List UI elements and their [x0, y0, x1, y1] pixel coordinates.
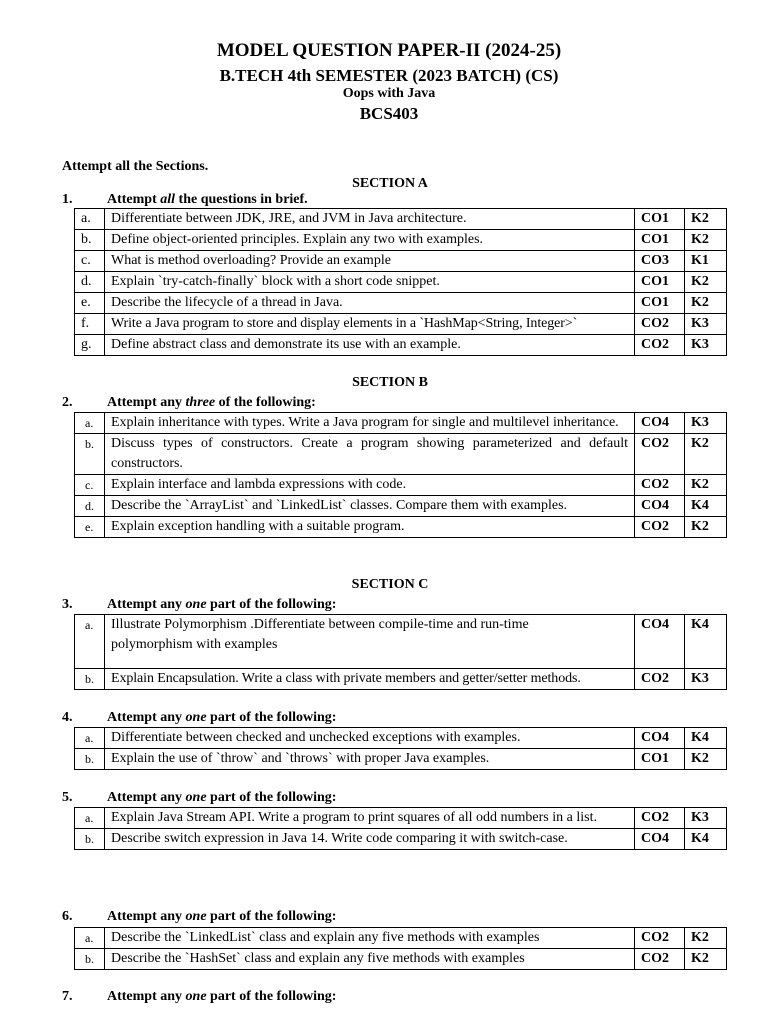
- table-row: [75, 949, 727, 970]
- general-instruction: Attempt all the Sections.: [62, 159, 209, 174]
- course-outcome: CO2: [635, 949, 685, 970]
- knowledge-level: K4: [685, 829, 727, 850]
- part-label: a.: [75, 928, 105, 949]
- table-row: [75, 496, 727, 517]
- course-outcome: CO2: [635, 335, 685, 356]
- part-text: Explain the use of `throw` and `throws` with proper Java examples.: [105, 749, 635, 770]
- course-outcome: CO1: [635, 749, 685, 770]
- table-row: [75, 335, 727, 356]
- table-row: [75, 829, 727, 850]
- course-outcome: CO1: [635, 230, 685, 251]
- knowledge-level: K3: [685, 314, 727, 335]
- program-line: B.TECH 4th SEMESTER (2023 BATCH) (CS): [219, 66, 559, 85]
- part-label: b.: [75, 749, 105, 770]
- question-instruction: Attempt any three of the following:: [107, 395, 316, 410]
- subject-name: Oops with Java: [342, 86, 436, 101]
- question-instruction: Attempt any one part of the following:: [107, 909, 337, 924]
- question-instruction: Attempt any one part of the following:: [107, 597, 337, 612]
- table-row: [75, 413, 727, 434]
- table-row: [75, 669, 727, 690]
- course-outcome: CO2: [635, 475, 685, 496]
- question-number: 1.: [62, 192, 73, 207]
- part-label: b.: [75, 949, 105, 970]
- question-instruction: Attempt all the questions in brief.: [107, 192, 308, 207]
- course-outcome: CO2: [635, 808, 685, 829]
- course-outcome: CO4: [635, 615, 685, 669]
- course-outcome: CO1: [635, 272, 685, 293]
- knowledge-level: K2: [685, 749, 727, 770]
- table-row: [75, 314, 727, 335]
- table-row: [75, 728, 727, 749]
- part-label: b.: [75, 829, 105, 850]
- part-label: f.: [75, 314, 105, 335]
- table-row: [75, 209, 727, 230]
- knowledge-level: K2: [685, 230, 727, 251]
- part-label: c.: [75, 475, 105, 496]
- question-number: 4.: [62, 710, 73, 725]
- knowledge-level: K4: [685, 728, 727, 749]
- part-text: Illustrate Polymorphism .Differentiate between compile-time and run-time polymorphism with examples: [105, 615, 635, 669]
- course-outcome: CO3: [635, 251, 685, 272]
- knowledge-level: K2: [685, 434, 727, 475]
- knowledge-level: K2: [685, 293, 727, 314]
- knowledge-level: K3: [685, 669, 727, 690]
- knowledge-level: K3: [685, 808, 727, 829]
- question-6-table: [74, 927, 727, 970]
- course-outcome: CO4: [635, 413, 685, 434]
- course-outcome: CO4: [635, 728, 685, 749]
- part-label: a.: [75, 728, 105, 749]
- course-outcome: CO2: [635, 928, 685, 949]
- part-text: Write a Java program to store and display elements in a `HashMap<String, Integer>`: [105, 314, 635, 335]
- part-text: What is method overloading? Provide an example: [105, 251, 635, 272]
- knowledge-level: K2: [685, 517, 727, 538]
- question-number: 6.: [62, 909, 73, 924]
- part-text: Describe the `LinkedList` class and explain any five methods with examples: [105, 928, 635, 949]
- part-text: Differentiate between JDK, JRE, and JVM in Java architecture.: [105, 209, 635, 230]
- course-outcome: CO4: [635, 496, 685, 517]
- part-label: a.: [75, 615, 105, 669]
- subject-code: BCS403: [359, 104, 419, 123]
- table-row: [75, 272, 727, 293]
- part-label: e.: [75, 293, 105, 314]
- question-instruction: Attempt any one part of the following:: [107, 989, 337, 1004]
- part-label: g.: [75, 335, 105, 356]
- part-text: Describe switch expression in Java 14. Write code comparing it with switch-case.: [105, 829, 635, 850]
- part-label: d.: [75, 496, 105, 517]
- part-text: Describe the `HashSet` class and explain any five methods with examples: [105, 949, 635, 970]
- part-label: a.: [75, 209, 105, 230]
- section-a-title: SECTION A: [352, 176, 428, 191]
- question-3-table: [74, 614, 727, 690]
- question-1-table: [74, 208, 727, 356]
- part-label: a.: [75, 808, 105, 829]
- part-text: Explain inheritance with types. Write a Java program for single and multilevel inheritance.: [105, 413, 635, 434]
- part-text: Explain `try-catch-finally` block with a short code snippet.: [105, 272, 635, 293]
- course-outcome: CO1: [635, 293, 685, 314]
- question-2-table: [74, 412, 727, 538]
- table-row: [75, 251, 727, 272]
- section-c-title: SECTION C: [351, 577, 429, 592]
- part-label: c.: [75, 251, 105, 272]
- part-text: Discuss types of constructors. Create a program showing parameterized and default constructors.: [105, 434, 635, 475]
- table-row: [75, 293, 727, 314]
- knowledge-level: K4: [685, 496, 727, 517]
- paper-title: MODEL QUESTION PAPER-II (2024-25): [216, 40, 562, 61]
- part-label: b.: [75, 669, 105, 690]
- knowledge-level: K4: [685, 615, 727, 669]
- part-text: Differentiate between checked and unchecked exceptions with examples.: [105, 728, 635, 749]
- question-instruction: Attempt any one part of the following:: [107, 790, 337, 805]
- knowledge-level: K2: [685, 949, 727, 970]
- knowledge-level: K2: [685, 272, 727, 293]
- knowledge-level: K3: [685, 335, 727, 356]
- table-row: [75, 517, 727, 538]
- part-label: d.: [75, 272, 105, 293]
- table-row: [75, 928, 727, 949]
- question-number: 2.: [62, 395, 73, 410]
- knowledge-level: K2: [685, 475, 727, 496]
- table-row: [75, 434, 727, 475]
- part-text: Explain exception handling with a suitable program.: [105, 517, 635, 538]
- question-instruction: Attempt any one part of the following:: [107, 710, 337, 725]
- course-outcome: CO1: [635, 209, 685, 230]
- course-outcome: CO2: [635, 669, 685, 690]
- question-4-table: [74, 727, 727, 770]
- part-text: Explain interface and lambda expressions with code.: [105, 475, 635, 496]
- question-number: 5.: [62, 790, 73, 805]
- question-number: 7.: [62, 989, 73, 1004]
- question-5-table: [74, 807, 727, 850]
- knowledge-level: K3: [685, 413, 727, 434]
- part-label: b.: [75, 230, 105, 251]
- part-text: Describe the lifecycle of a thread in Java.: [105, 293, 635, 314]
- table-row: [75, 749, 727, 770]
- part-text: Describe the `ArrayList` and `LinkedList` classes. Compare them with examples.: [105, 496, 635, 517]
- part-text: Define object-oriented principles. Explain any two with examples.: [105, 230, 635, 251]
- table-row: [75, 808, 727, 829]
- question-number: 3.: [62, 597, 73, 612]
- part-label: b.: [75, 434, 105, 475]
- part-text: Explain Encapsulation. Write a class with private members and getter/setter methods.: [105, 669, 635, 690]
- part-text: Explain Java Stream API. Write a program to print squares of all odd numbers in a list.: [105, 808, 635, 829]
- course-outcome: CO2: [635, 434, 685, 475]
- section-b-title: SECTION B: [352, 375, 428, 390]
- table-row: [75, 475, 727, 496]
- course-outcome: CO2: [635, 517, 685, 538]
- part-text: Define abstract class and demonstrate its use with an example.: [105, 335, 635, 356]
- knowledge-level: K2: [685, 928, 727, 949]
- knowledge-level: K2: [685, 209, 727, 230]
- course-outcome: CO2: [635, 314, 685, 335]
- table-row: [75, 615, 727, 669]
- table-row: [75, 230, 727, 251]
- knowledge-level: K1: [685, 251, 727, 272]
- part-label: e.: [75, 517, 105, 538]
- course-outcome: CO4: [635, 829, 685, 850]
- part-label: a.: [75, 413, 105, 434]
